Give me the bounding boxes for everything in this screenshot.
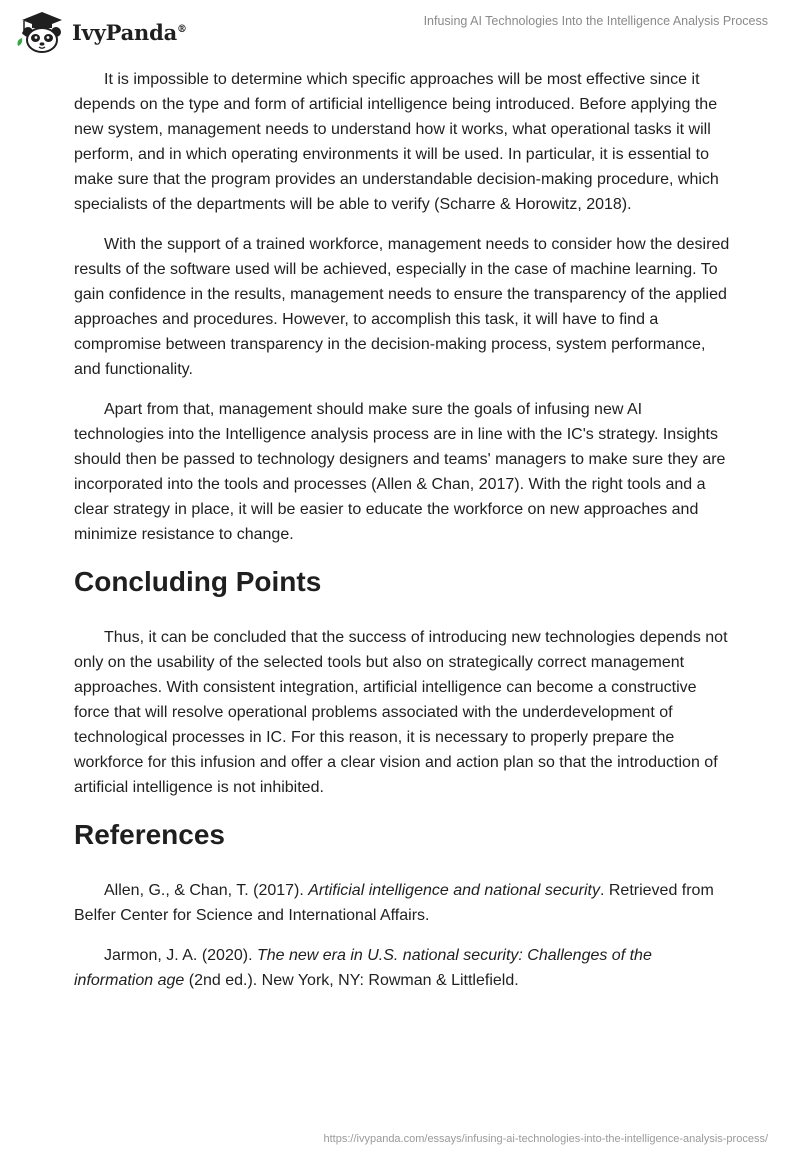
references-heading: References xyxy=(74,819,225,850)
source-url[interactable]: https://ivypanda.com/essays/infusing-ai-technologies-into-the-intelligence-analysis-process/ xyxy=(323,1133,768,1145)
page-header xyxy=(0,0,800,60)
brand-logo[interactable] xyxy=(14,10,187,54)
reference-entry: Jarmon, J. A. (2020). The new era in U.S. national security: Challenges of the information age (2nd ed.). New York, NY: Rowman & Littlefield. xyxy=(74,947,652,989)
conclusion-heading: Concluding Points xyxy=(74,566,322,597)
body-paragraph: Apart from that, management should make sure the goals of infusing new AI technologies into the Intelligence analysis process are in line with the IC's strategy. Insights should then be passed to technology designers and teams' managers to make sure they are incorporated into the tools and processes (Allen & Chan, 2017). With the right tools and a clear strategy in place, it will be easier to educate the workforce on new approaches and minimize resistance to change. xyxy=(74,401,726,543)
essay-body xyxy=(74,67,734,1008)
brand-name: IvyPanda® xyxy=(72,19,187,45)
conclusion-paragraph: Thus, it can be concluded that the success of introducing new technologies depends not only on the usability of the selected tools but also on strategically correct management approaches. With consistent integration, artificial intelligence can become a constructive force that will resolve operational problems associated with the underdevelopment of technological processes in IC. For this reason, it is necessary to properly prepare the workforce for this infusion and offer a clear vision and action plan so that the introduction of artificial intelligence is not inhibited. xyxy=(74,629,728,796)
body-paragraph: With the support of a trained workforce, management needs to consider how the desired results of the software used will be achieved, especially in the case of machine learning. To gain confidence in the results, management needs to ensure the transparency of the applied approaches and procedures. However, to accomplish this task, it will have to find a compromise between transparency in the decision-making process, system performance, and functionality. xyxy=(74,236,730,378)
panda-graduate-icon xyxy=(14,10,66,54)
document-title: Infusing AI Technologies Into the Intelligence Analysis Process xyxy=(423,14,768,28)
body-paragraph: It is impossible to determine which specific approaches will be most effective since it depends on the type and form of artificial intelligence being introduced. Before applying the new system, management needs to understand how it works, what operational tasks it will perform, and in which operating environments it will be used. In particular, it is essential to make sure that the program provides an understandable decision-making procedure, which specialists of the departments will be able to verify (Scharre & Horowitz, 2018). xyxy=(74,71,719,213)
reference-entry: Allen, G., & Chan, T. (2017). Artificial intelligence and national security. Retrieved from Belfer Center for Science and International Affairs. xyxy=(74,882,714,924)
